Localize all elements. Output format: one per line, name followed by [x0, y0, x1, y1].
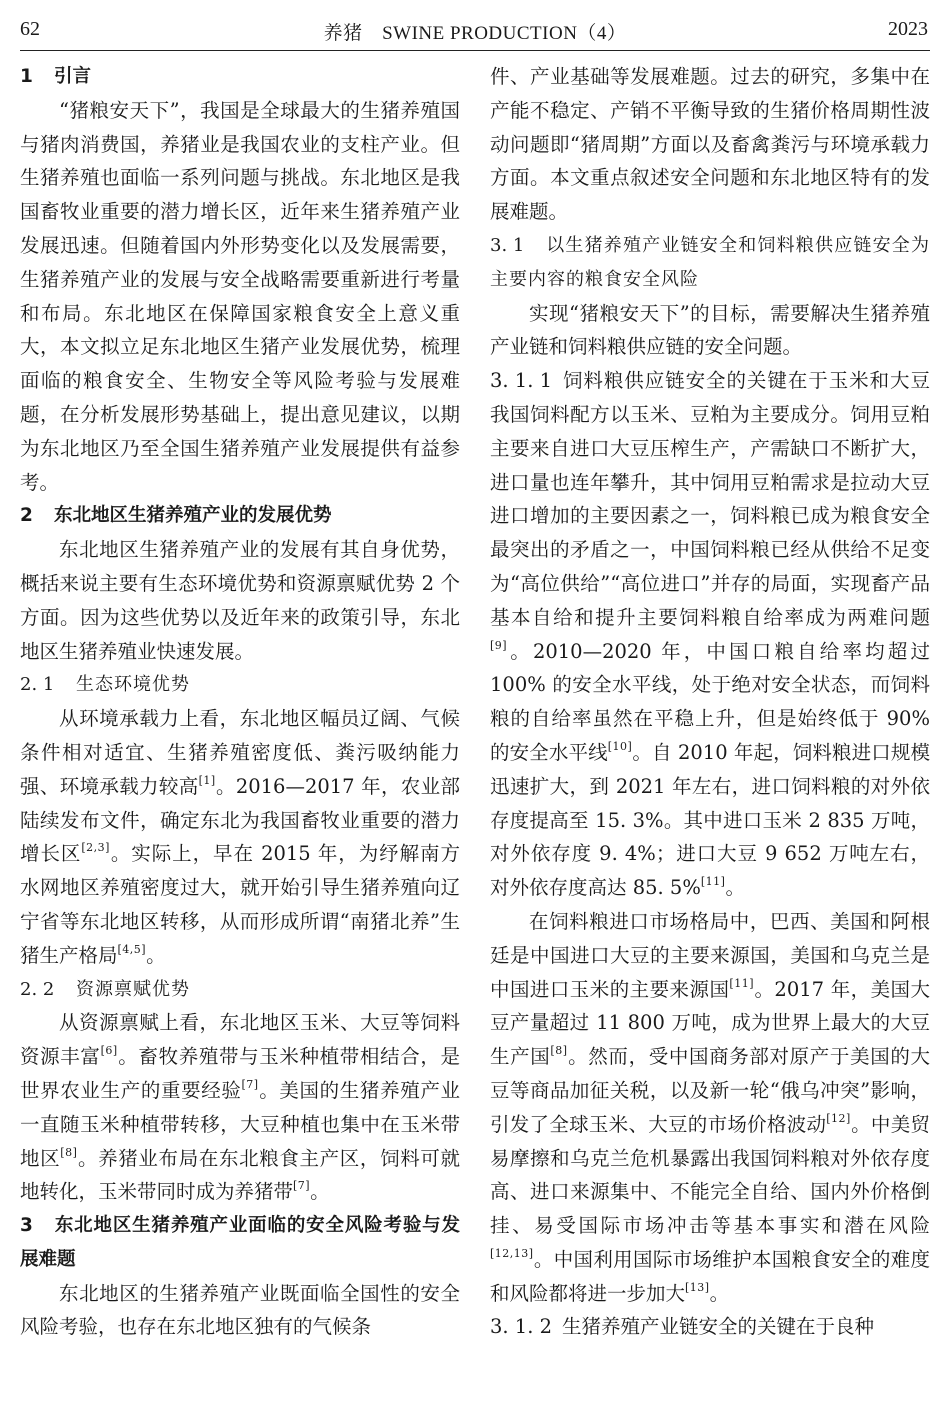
section-2-1-heading: 2. 1 生态环境优势	[20, 674, 190, 696]
header-rule	[20, 50, 930, 51]
section-3-1-heading: 3. 1 以生猪养殖产业链安全和饲料粮供应链安全为主要内容的粮食安全风险	[490, 234, 930, 290]
paragraph-intro: “猪粮安天下”，我国是全球最大的生猪养殖国与猪肉消费国，养猪业是我国农业的支柱产业。但生猪养殖也面临一系列问题与挑战。东北地区是我国畜牧业重要的潜力增长区，近年来生猪养殖产业发展迅速。但随着国内外形势变化以及发展需要，生猪养殖产业的发展与安全战略需要重新进行考量和布局。东北地区在保障国家粮食安全上意义重大，本文拟立足东北地区生猪产业发展优势，梳理面临的粮食安全、生物安全等风险考验与发展难题，在分析发展形势基础上，提出意见建议，以期为东北地区乃至全国生猪养殖产业发展提供有益参考。	[20, 98, 460, 494]
citation: [12]	[826, 1111, 851, 1125]
paragraph-import-market: 在饲料粮进口市场格局中，巴西、美国和阿根廷是中国进口大豆的主要来源国，美国和乌克兰是中国进口玉米的主要来源国[11]。2017 年，美国大豆产量超过 11 800 万吨，成为世界上最大的大豆生产国[8]。然而，受中国商务部对原产于美国的大豆等商品加征关税，以及新一轮“俄乌冲突”影响，引发了全球玉米、大豆的市场价格波动[12]。中美贸易摩擦和乌克兰危机暴露出我国饲料粮对外依存度高、进口来源集中、不能完全自给、国内外价格倒挂、易受国际市场冲击等基本事实和潜在风险[12,13]。中国利用国际市场维护本国粮食安全的难度和风险都将进一步加大[13]。	[490, 909, 930, 1305]
right-column	[490, 60, 930, 1344]
citation: [4,5]	[117, 942, 147, 956]
paragraph-resources: 从资源禀赋上看，东北地区玉米、大豆等饲料资源丰富[6]。畜牧养殖带与玉米种植带相结合，是世界农业生产的重要经验[7]。美国的生猪养殖产业一直随玉米种植带转移，大豆种植也集中在玉米带地区[8]。养猪业布局在东北粮食主产区，饲料可就地转化，玉米带同时成为养猪带[7]。	[20, 1011, 460, 1204]
running-header	[0, 0, 950, 56]
paragraph-risks-start: 东北地区的生猪养殖产业既面临全国性的安全风险考验，也存在东北地区独有的气候条	[20, 1281, 460, 1339]
citation: [11]	[700, 875, 726, 889]
publication-year: 2023	[888, 18, 928, 40]
paragraph-goal: 实现“猪粮安天下”的目标，需要解决生猪养殖产业链和饲料粮供应链的安全问题。	[490, 301, 930, 359]
section-3-1-1-paragraph: 3. 1. 1 饲料粮供应链安全的关键在于玉米和大豆 我国饲料配方以玉米、豆粕为主要成分。饲用豆粕主要来自进口大豆压榨生产，产需缺口不断扩大，进口量也连年攀升，其中饲用豆粕需求是拉动大豆进口增加的主要因素之一，饲料粮已成为粮食安全最突出的矛盾之一，中国饲料粮已经从供给不足变为“高位供给”“高位进口”并存的局面，实现畜产品基本自给和提升主要饲料粮自给率成为两难问题[9]。2010—2020 年，中国口粮自给率均超过 100% 的安全水平线，处于绝对安全状态，而饲料粮的自给率虽然在平稳上升，但是始终低于 90% 的安全水平线[10]。自 2010 年起，饲料粮进口规模迅速扩大，到 2021 年左右，进口饲料粮的对外依存度提高至 15. 3%。其中进口玉米 2 835 万吨，对外依存度 9. 4%；进口大豆 9 652 万吨左右，对外依存度高达 85. 5%[11]。	[490, 369, 930, 900]
left-column	[20, 60, 460, 1344]
citation: [1]	[198, 773, 216, 787]
section-3-1-1-title: 饲料粮供应链安全的关键在于玉米和大豆	[562, 369, 930, 393]
citation: [9]	[490, 638, 508, 652]
section-3-heading: 3 东北地区生猪养殖产业面临的安全风险考验与发展难题	[20, 1215, 460, 1270]
paragraph-advantages: 东北地区生猪养殖产业的发展有其自身优势，概括来说主要有生态环境优势和资源禀赋优势 2 个方面。因为这些优势以及近年来的政策引导，东北地区生猪养殖业快速发展。	[20, 538, 460, 663]
citation: [8]	[550, 1044, 568, 1058]
citation: [12,13]	[490, 1246, 534, 1260]
citation: [7]	[293, 1179, 311, 1193]
citation: [8]	[60, 1145, 78, 1159]
section-3-1-2-heading: 3. 1. 2 生猪养殖产业链安全的关键在于良种	[490, 1315, 875, 1339]
paragraph-risks-continued: 件、产业基础等发展难题。过去的研究，多集中在产能不稳定、产销不平衡导致的生猪价格周期性波动问题即“猪周期”方面以及畜禽粪污与环境承载力方面。本文重点叙述安全问题和东北地区特有的发展难题。	[490, 65, 930, 224]
citation: [6]	[100, 1044, 118, 1058]
paragraph-ecology: 从环境承载力上看，东北地区幅员辽阔、气候条件相对适宜、生猪养殖密度低、粪污吸纳能力强、环境承载力较高[1]。2016—2017 年，农业部陆续发布文件，确定东北为我国畜牧业重要的潜力增长区[2,3]。实际上，早在 2015 年，为纾解南方水网地区养殖密度过大，就开始引导生猪养殖向辽宁省等东北地区转移，从而形成所谓“南猪北养”生猪生产格局[4,5]。	[20, 707, 460, 967]
citation: [7]	[241, 1077, 259, 1091]
section-1-heading: 1 引言	[20, 66, 92, 87]
citation: [2,3]	[81, 841, 110, 855]
section-2-heading: 2 东北地区生猪养殖产业的发展优势	[20, 505, 332, 527]
journal-title: 养猪 SWINE PRODUCTION（4）	[323, 23, 627, 44]
citation: [10]	[607, 739, 633, 753]
citation: [13]	[685, 1280, 710, 1294]
citation: [11]	[729, 976, 755, 990]
page-number: 62	[20, 18, 40, 40]
section-2-2-heading: 2. 2 资源禀赋优势	[20, 978, 190, 1000]
